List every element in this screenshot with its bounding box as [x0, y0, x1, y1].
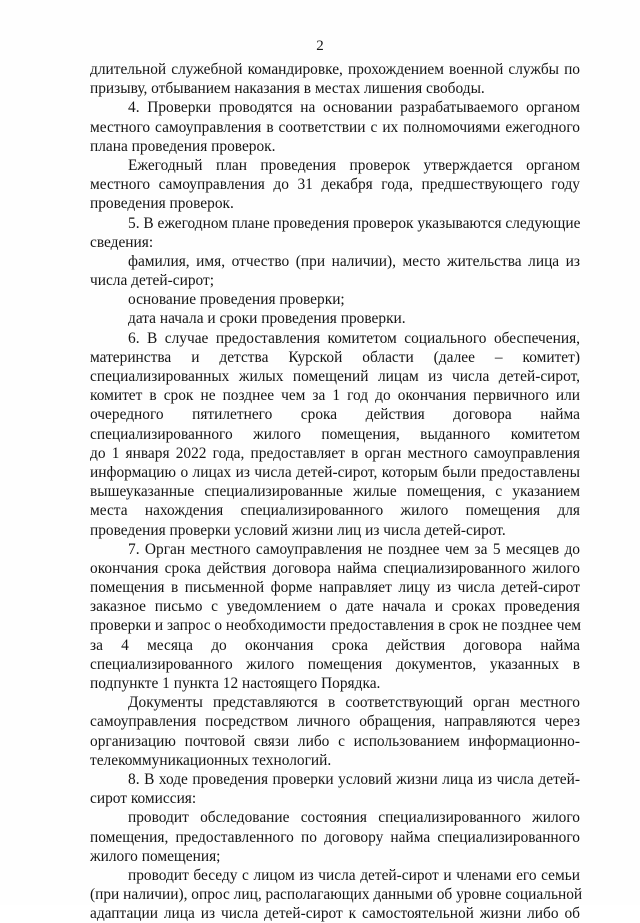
page-number: 2: [316, 38, 324, 54]
text-line: комитет в срок не позднее чем за 1 год до окончания первичного или: [90, 387, 580, 405]
text-line: плана проведения проверок.: [90, 137, 276, 155]
text-line: 7. Орган местного самоуправления не позднее чем за 5 месяцев до: [128, 540, 580, 558]
text-line: очередного пятилетнего срока действия договора найма: [90, 406, 580, 424]
body-text: [90, 60, 583, 923]
text-line: самоуправления посредством личного обращения, направляются через: [90, 713, 580, 731]
text-line: специализированного жилого помещения документов, указанных в: [90, 655, 580, 673]
text-line: проверки и запрос о необходимости предоставления в срок не позднее чем: [90, 617, 582, 635]
text-line: телекоммуникационных технологий.: [90, 751, 332, 769]
text-line: местного самоуправления в соответствии с их полномочиями ежегодного: [90, 118, 580, 136]
text-line: дата начала и сроки проведения проверки.: [128, 310, 406, 328]
text-line: длительной служебной командировке, прохождением военной службы по: [90, 61, 580, 78]
text-line: числа детей-сирот;: [90, 272, 215, 290]
text-line: сирот комиссия:: [90, 790, 197, 808]
text-line: проведения проверки условий жизни лиц из числа детей-сирот.: [90, 521, 506, 539]
text-line: адаптации лица из числа детей-сирот к самостоятельной жизни либо об: [90, 905, 580, 923]
text-line: за 4 месяца до окончания срока действия договора найма: [90, 636, 580, 654]
text-line: до 1 января 2022 года, предоставляет в орган местного самоуправления: [90, 444, 580, 462]
text-line: организацию почтовой связи либо с использованием информационно-: [90, 732, 580, 750]
text-line: проводит обследование состояния специализированного жилого: [128, 809, 580, 827]
text-line: Документы представляются в соответствующий орган местного: [128, 694, 580, 712]
text-line: 4. Проверки проводятся на основании разрабатываемого органом: [128, 99, 580, 117]
text-line: сведения:: [90, 233, 154, 251]
text-line: помещения, предоставленного по договору найма специализированного: [90, 828, 580, 846]
text-line: 8. В ходе проведения проверки условий жизни лица из числа детей-: [128, 770, 580, 788]
text-line: 5. В ежегодном плане проведения проверок указываются следующие: [128, 214, 581, 232]
text-line: специализированного жилого помещения, выданного комитетом: [90, 425, 580, 443]
text-line: окончания срока действия договора найма специализированного жилого: [90, 559, 580, 577]
text-line: проводит беседу с лицом из числа детей-сирот и членами его семьи: [128, 866, 580, 884]
text-line: помещения в письменной форме направляет лицу из числа детей-сирот: [90, 579, 580, 597]
text-line: вышеуказанные специализированные жилые помещения, с указанием: [90, 483, 580, 501]
text-line: подпункте 1 пункта 12 настоящего Порядка.: [90, 675, 381, 692]
text-line: (при наличии), опрос лиц, располагающих данными об уровне социальной: [90, 886, 583, 904]
text-line: заказное письмо с уведомлением о дате начала и сроках проведения: [90, 598, 580, 616]
text-line: информацию о лицах из числа детей-сирот, которым были предоставлены: [90, 463, 580, 481]
text-line: жилого помещения;: [90, 847, 221, 865]
text-line: места нахождения специализированного жилого помещения для: [90, 502, 580, 520]
text-line: Ежегодный план проведения проверок утверждается органом: [128, 156, 580, 174]
text-line: проведения проверок.: [90, 195, 234, 213]
text-line: фамилия, имя, отчество (при наличии), место жительства лица из: [128, 252, 580, 270]
text-line: материнства и детства Курской области (далее – комитет): [90, 348, 580, 366]
text-line: призыву, отбыванием наказания в местах лишения свободы.: [90, 80, 485, 98]
text-line: местного самоуправления до 31 декабря года, предшествующего году: [90, 176, 580, 194]
text-line: специализированных жилых помещений лицам из числа детей-сирот,: [90, 368, 580, 385]
text-line: основание проведения проверки;: [128, 291, 345, 309]
text-line: 6. В случае предоставления комитетом социального обеспечения,: [128, 329, 580, 347]
